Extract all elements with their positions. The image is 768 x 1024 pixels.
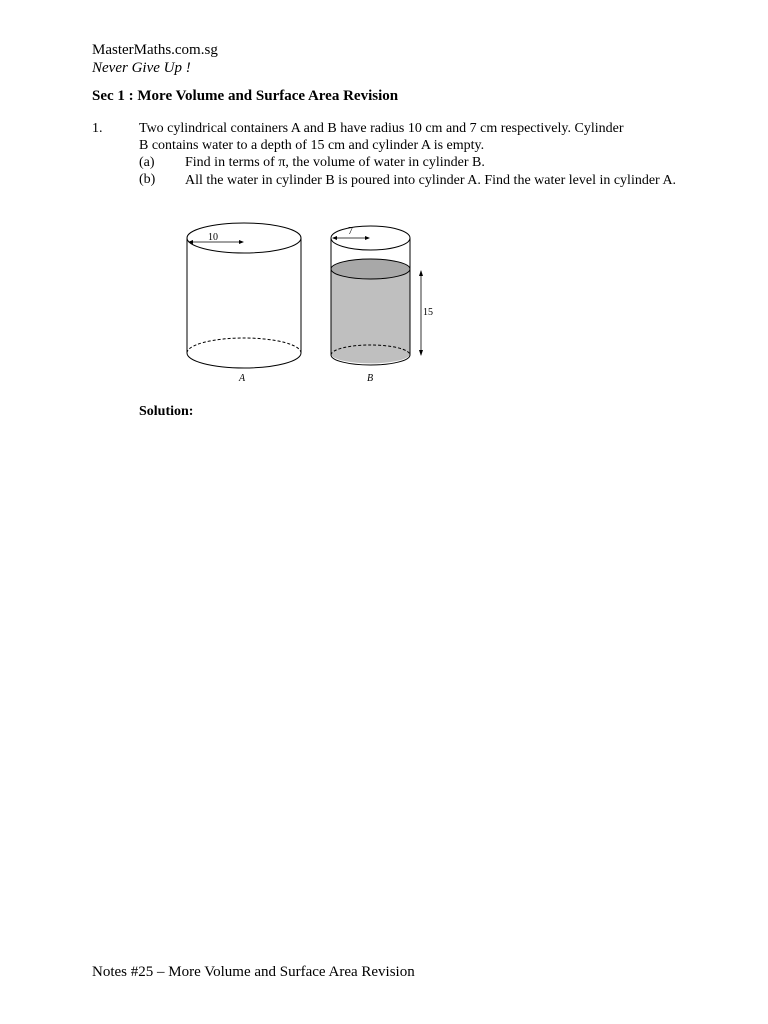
cylinders-figure	[180, 218, 440, 388]
question-number: 1.	[92, 121, 103, 136]
cylinder-a-name: A	[239, 373, 246, 384]
solution-label: Solution:	[139, 404, 194, 419]
part-a-text: Find in terms of π, the volume of water in cylinder B.	[185, 155, 485, 170]
footer-text: Notes #25 – More Volume and Surface Area Revision	[92, 964, 415, 980]
cylinder-a	[187, 223, 301, 384]
cylinder-b-depth-label: 15	[423, 307, 433, 318]
motto: Never Give Up !	[92, 60, 191, 76]
water-fill	[331, 269, 410, 363]
cylinder-b	[331, 226, 433, 384]
part-b-text: All the water in cylinder B is poured into cylinder A. Find the water level in cylinder A.	[185, 173, 677, 188]
question-text-line-1: Two cylindrical containers A and B have radius 10 cm and 7 cm respectively. Cylinder	[139, 121, 624, 136]
cylinders-diagram	[180, 218, 440, 388]
question-text-line-2: B contains water to a depth of 15 cm and cylinder A is empty.	[139, 138, 485, 153]
part-a-label: (a)	[139, 155, 155, 170]
cylinder-b-radius-label: 7	[348, 226, 353, 237]
cylinder-b-name: B	[367, 373, 374, 384]
part-b-label: (b)	[139, 172, 156, 187]
cylinder-a-radius-label: 10	[208, 232, 218, 243]
page-title: Sec 1 : More Volume and Surface Area Revision	[92, 88, 399, 104]
site-name: MasterMaths.com.sg	[92, 42, 218, 58]
